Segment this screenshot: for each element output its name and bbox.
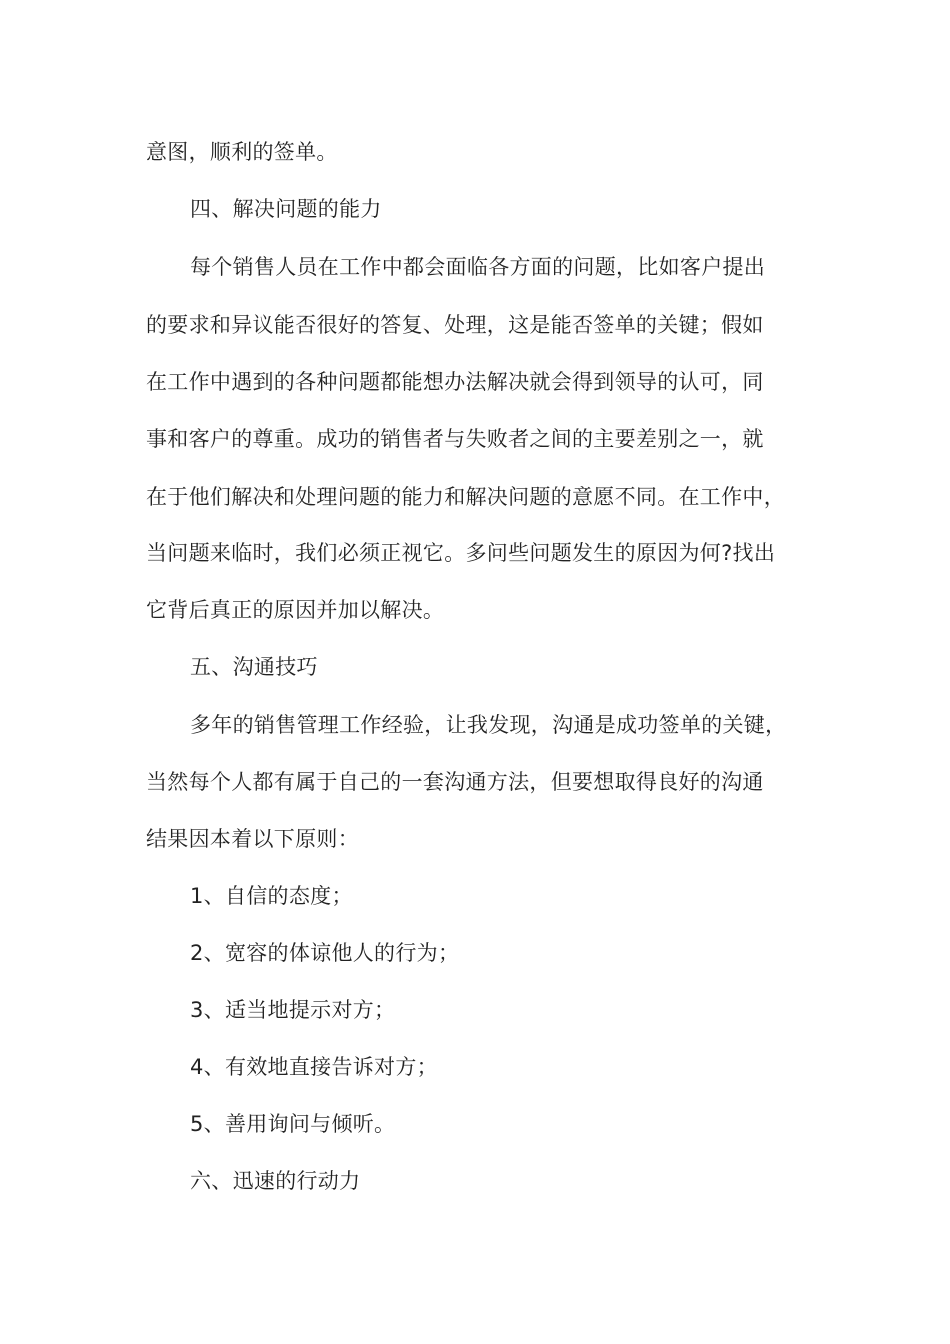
paragraph-line: 在工作中遇到的各种问题都能想办法解决就会得到领导的认可，同: [146, 370, 764, 394]
list-item: 5、善用询问与倾听。: [190, 1112, 396, 1136]
paragraph-line: 每个销售人员在工作中都会面临各方面的问题，比如客户提出: [190, 255, 766, 279]
paragraph-line: 多年的销售管理工作经验，让我发现，沟通是成功签单的关键，: [190, 713, 787, 737]
list-item: 4、有效地直接告诉对方；: [190, 1055, 438, 1079]
paragraph-continuation: 意图，顺利的签单。: [146, 140, 338, 164]
list-item: 2、宽容的体谅他人的行为；: [190, 941, 460, 965]
paragraph-line: 的要求和异议能否很好的答复、处理，这是能否签单的关键；假如: [146, 313, 764, 337]
section-heading-6: 六、迅速的行动力: [190, 1169, 361, 1193]
paragraph-line: 它背后真正的原因并加以解决。: [146, 598, 445, 622]
section-heading-5: 五、沟通技巧: [190, 655, 318, 679]
section-heading-4: 四、解决问题的能力: [190, 197, 382, 221]
paragraph-line: 当问题来临时，我们必须正视它。多问些问题发生的原因为何?找出: [146, 541, 776, 565]
paragraph-line: 当然每个人都有属于自己的一套沟通方法，但要想取得良好的沟通: [146, 770, 764, 794]
paragraph-line: 在于他们解决和处理问题的能力和解决问题的意愿不同。在工作中，: [146, 485, 785, 509]
paragraph-line: 事和客户的尊重。成功的销售者与失败者之间的主要差别之一，就: [146, 427, 764, 451]
list-item: 1、自信的态度；: [190, 884, 353, 908]
list-item: 3、适当地提示对方；: [190, 998, 396, 1022]
paragraph-line: 结果因本着以下原则：: [146, 827, 359, 851]
